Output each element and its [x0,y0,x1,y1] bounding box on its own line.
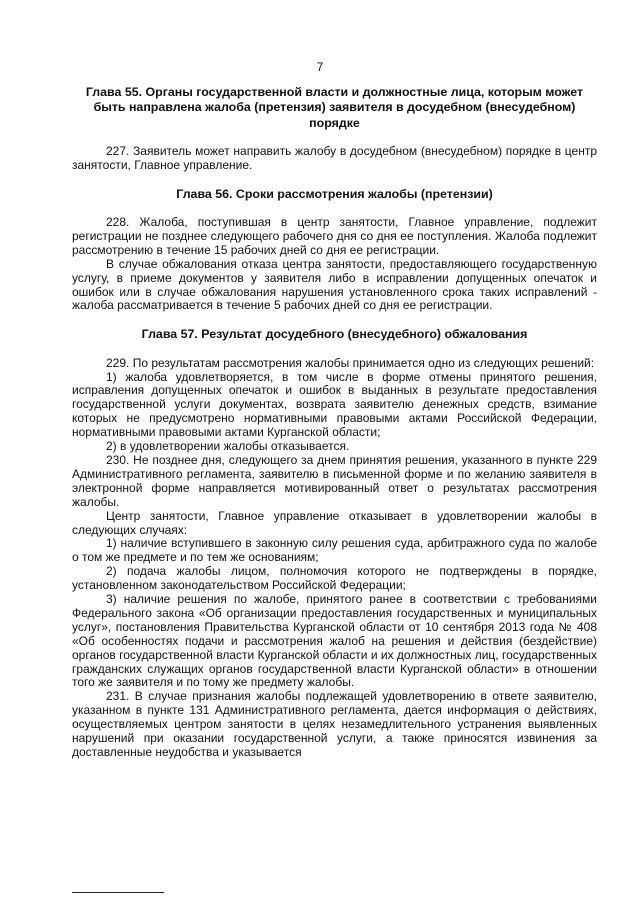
paragraph-229: 229. По результатам рассмотрения жалобы принимается одно из следующих решений: [106,355,595,370]
paragraph-227: 227. Заявитель может направить жалобу в досудебном (внесудебном) порядке в центр занятости, Главное управление. [72,143,597,172]
paragraph-230-item-3: 3) наличие решения по жалобе, принятого ранее в соответствии с требованиями Федерального закона «Об организации предоставления государственных и муниципальных услуг», постановления Правительства Курганской области от 10 сентября 2013 года № 408 «Об особенностях подачи и рассмотрения жалоб на решения и действия (бездействие) органов государственной власти Курганской области и их должностных лиц, государственных гражданских служащих органов государственной власти Курганской области» в отношении того же заявителя и по тому же предмету жалобы. [72,592,597,690]
chapter-56-title: Глава 56. Сроки рассмотрения жалобы (претензии) [176,186,493,201]
paragraph-228-second: В случае обжалования отказа центра занятости, предоставляющего государственную услугу, в приеме документов у заявителя либо в исправлении допущенных опечаток и ошибок или в случае обжалования нарушения установленного срока таких исправлений - жалоба рассматривается в течение 5 рабочих дней со дня ее регистрации. [72,256,597,313]
paragraph-230-refusal: Центр занятости, Главное управление отказывает в удовлетворении жалобы в следующих случаях: [72,508,597,537]
chapter-57-title: Глава 57. Результат досудебного (внесудебного) обжалования [141,327,528,342]
paragraph-229-item-1: 1) жалоба удовлетворяется, в том числе в форме отмены принятого решения, исправления допущенных опечаток и ошибок в выданных в результате предоставления государственной услуги документах, возврата заявителю денежных средств, взимание которых не предусмотрено нормативными правовыми актами Российской Федерации, нормативными правовыми актами Курганской области; [72,369,597,440]
paragraph-230: 230. Не позднее дня, следующего за днем принятия решения, указанного в пункте 229 Административного регламента, заявителю в письменной форме и по желанию заявителя в электронной форме направляется мотивированный ответ о результатах рассмотрения жалобы. [72,452,597,509]
document-body [72,85,597,760]
paragraph-229-item-2: 2) в удовлетворении жалобы отказывается. [106,439,350,454]
paragraph-228: 228. Жалоба, поступившая в центр занятости, Главное управление, подлежит регистрации не позднее следующего рабочего дня со дня ее поступления. Жалоба подлежит рассмотрению в течение 15 рабочих дней со дня ее регистрации. [72,215,597,257]
page-number: 7 [316,60,324,74]
footnote-divider [72,892,164,893]
chapter-55-title: Глава 55. Органы государственной власти и должностные лица, которым может быть направлена жалоба (претензия) заявителя в досудебном (внесудебном) порядке [85,85,584,130]
paragraph-230-item-2: 2) подача жалобы лицом, полномочия которого не подтверждены в порядке, установленном законодательством Российской Федерации; [72,564,597,593]
paragraph-230-item-1: 1) наличие вступившего в законную силу решения суда, арбитражного суда по жалобе о том же предмете и по тем же основаниям; [72,536,597,565]
paragraph-231: 231. В случае признания жалобы подлежащей удовлетворению в ответе заявителю, указанном в пункте 131 Административного регламента, дается информация о действиях, осуществляемых центром занятости в целях незамедлительного устранения выявленных нарушений при оказании государственной услуги, а также приносятся извинения за доставленные неудобства и указывается [72,689,597,760]
